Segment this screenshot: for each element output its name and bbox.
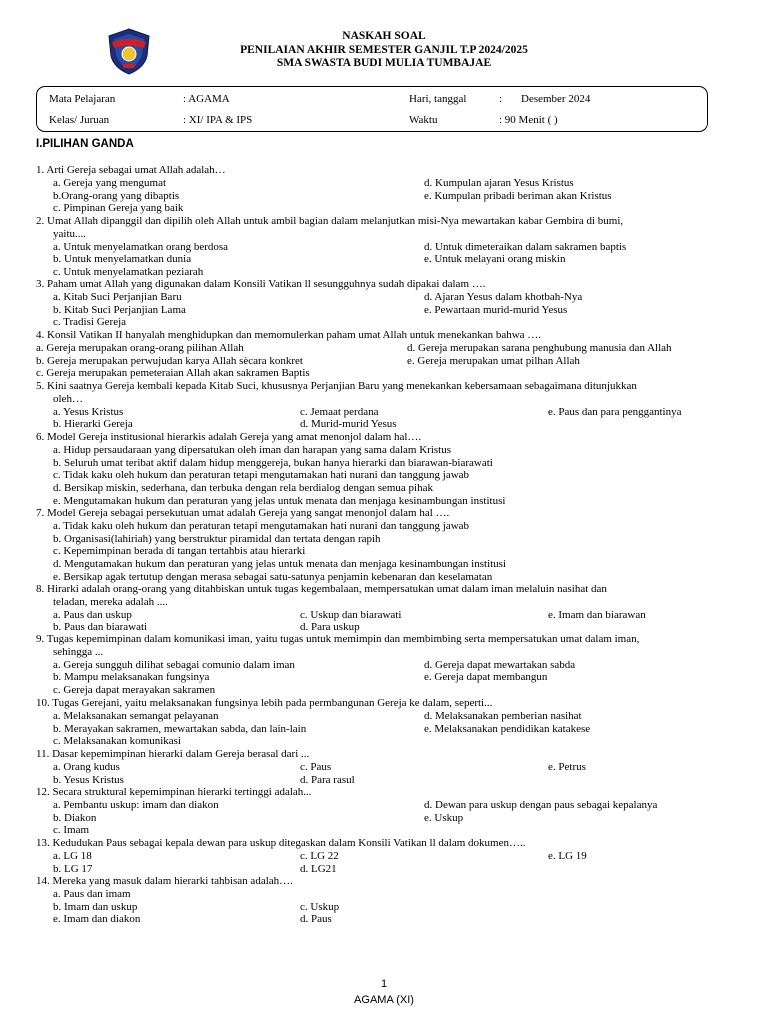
answer-option: e. Mengutamakan hukum dan peraturan yang jelas untuk menata dan menjaga kesinambungan institusi: [53, 494, 506, 507]
option-row: [0, 571, 768, 584]
answer-option: d. Dewan para uskup dengan paus sebagai kepalanya: [424, 798, 658, 811]
answer-option: d. Ajaran Yesus dalam khotbah-Nya: [424, 290, 583, 303]
option-row: [0, 304, 768, 317]
answer-option: a. Melaksanakan semangat pelayanan: [53, 709, 219, 722]
question-8: [0, 583, 768, 634]
question-1: [0, 164, 768, 215]
option-row: [0, 469, 768, 482]
option-row: [0, 190, 768, 203]
answer-option: c. Paus: [300, 760, 332, 773]
option-row: [0, 913, 768, 926]
question-text: [0, 875, 768, 888]
option-row: [0, 888, 768, 901]
answer-option: b. Gereja merupakan perwujudan karya Allah sècara konkret: [36, 354, 303, 367]
question-stem: 4. Konsil Vatikan II hanyalah menghidupkan dan memomulerkan paham umat Allah untuk menekankan bahwa ….: [36, 329, 542, 341]
header-school-name: SMA SWASTA BUDI MULIA TUMBAJAE: [276, 57, 492, 69]
question-12: [0, 786, 768, 837]
answer-option: c. Melaksanakan komunikasi: [53, 735, 181, 748]
question-text: [0, 329, 768, 342]
question-5: [0, 380, 768, 431]
question-3: [0, 278, 768, 329]
answer-option: e. Uskup: [424, 811, 464, 824]
question-text: [0, 507, 768, 520]
question-stem: 11. Dasar kepemimpinan hierarki dalam Gereja berasal dari ...: [36, 748, 310, 760]
class-label: Kelas/ Juruan: [49, 114, 110, 126]
answer-option: d. Gereja merupakan sarana penghubung manusia dan Allah: [407, 341, 672, 354]
answer-option: c. Untuk menyelamatkan peziarah: [53, 266, 204, 279]
question-stem: 7. Model Gereja sebagai persekutuan umat adalah Gereja yang sangat menonjol dalam hal ….: [36, 507, 450, 519]
question-stem: 3. Paham umat Allah yang digunakan dalam Konsili Vatikan ll sesungguhnya sudah dipakai dalam ….: [36, 278, 486, 290]
option-row: [0, 659, 768, 672]
answer-option: d. Gereja dapat mewartakan sabda: [424, 658, 576, 671]
class-value: : XI/ IPA & IPS: [183, 114, 253, 126]
answer-option: a. Tidak kaku oleh hukum dan peraturan tetapi mengutamakan hati nurani dan tanggung jawab: [53, 519, 470, 532]
question-stem: 9. Tugas kepemimpinan dalam komunikasi iman, yaitu tugas untuk memimpin dan membimbing serta mempersatukan umat dalam iman,: [36, 633, 640, 645]
answer-option: b.Orang-orang yang dibaptis: [53, 189, 180, 202]
question-stem: 10. Tugas Gerejani, yaitu melaksanakan fungsinya lebih pada permbangunan Gereja ke dalam, seperti...: [36, 697, 493, 709]
question-stem: 1. Arti Gereja sebagai umat Allah adalah…: [36, 164, 226, 176]
footer-subject: AGAMA (XI): [354, 994, 414, 1006]
answer-option: d. Paus: [300, 913, 332, 926]
option-row: [0, 863, 768, 876]
question-2: [0, 215, 768, 279]
option-row: [0, 774, 768, 787]
option-row: [0, 291, 768, 304]
option-row: [0, 812, 768, 825]
answer-option: a. Kitab Suci Perjanjian Baru: [53, 290, 182, 303]
answer-option: c. Tradisi Gereja: [53, 316, 127, 329]
question-stem: teladan, mereka adalah ....: [53, 595, 168, 608]
question-text: [0, 215, 768, 228]
question-10: [0, 697, 768, 748]
option-row: [0, 545, 768, 558]
answer-option: c. Gereja merupakan pemeteraian Allah akan sakramen Baptis: [36, 367, 310, 380]
question-9: [0, 633, 768, 697]
question-text: [0, 583, 768, 596]
answer-option: b. Paus dan biarawati: [53, 621, 148, 634]
header-title: NASKAH SOAL: [342, 30, 426, 42]
option-row: [0, 457, 768, 470]
question-stem: sehingga ...: [53, 645, 104, 658]
option-row: [0, 710, 768, 723]
question-text: [0, 697, 768, 710]
time-value: : 90 Menit ( ): [499, 114, 558, 126]
answer-option: b. Kitab Suci Perjanjian Lama: [53, 303, 186, 316]
option-row: [0, 735, 768, 748]
question-stem: 14. Mereka yang masuk dalam hierarki tahbisan adalah….: [36, 875, 293, 887]
question-text: [0, 164, 768, 177]
option-row: [0, 228, 768, 241]
date-colon: :: [499, 93, 503, 105]
option-row: [0, 609, 768, 622]
question-text: [0, 431, 768, 444]
option-row: [0, 799, 768, 812]
answer-option: b. Mampu melaksanakan fungsinya: [53, 671, 210, 684]
question-7: [0, 507, 768, 584]
answer-option: d. Mengutamakan hukum dan peraturan yang jelas untuk menata dan menjaga kesinambungan institusi: [53, 558, 507, 571]
question-stem: yaitu....: [53, 227, 86, 240]
question-stem: 6. Model Gereja institusional hierarkis adalah Gereja yang amat menonjol dalam hal….: [36, 431, 422, 443]
answer-option: c. Imam: [53, 824, 90, 837]
answer-option: c. Tidak kaku oleh hukum dan peraturan tetapi mengutamakan hati nurani dan tanggung jawab: [53, 469, 470, 482]
option-row: [0, 367, 768, 380]
option-row: [0, 646, 768, 659]
question-stem: 13. Kedudukan Paus sebagai kepala dewan para uskup ditegaskan dalam Konsili Vatikan ll dalam dokumen…..: [36, 837, 526, 849]
exam-info-box: [36, 86, 708, 132]
answer-option: a. Paus dan imam: [53, 887, 131, 900]
answer-option: b. Yesus Kristus: [53, 773, 124, 786]
question-stem: 2. Umat Allah dipanggil dan dipilih oleh Allah untuk ambil bagian dalam melanjutkan misi-Nya mewartakan kabar Gembira di bumi,: [36, 215, 624, 227]
answer-option: d. LG21: [300, 862, 337, 875]
option-row: [0, 444, 768, 457]
answer-option: e. Imam dan biarawan: [548, 608, 646, 621]
question-4: [0, 329, 768, 380]
section-title: I.PILIHAN GANDA: [36, 138, 134, 150]
option-row: [0, 342, 768, 355]
question-14: [0, 875, 768, 926]
answer-option: e. Imam dan diakon: [53, 913, 141, 926]
answer-option: e. Petrus: [548, 760, 586, 773]
answer-option: b. Untuk menyelamatkan dunia: [53, 253, 192, 266]
option-row: [0, 671, 768, 684]
page-number: 1: [380, 978, 388, 990]
answer-option: b. LG 17: [53, 862, 93, 875]
answer-option: a. Orang kudus: [53, 760, 120, 773]
date-value: Desember 2024: [521, 93, 591, 105]
answer-option: c. Uskup dan biarawati: [300, 608, 402, 621]
option-row: [0, 761, 768, 774]
option-row: [0, 316, 768, 329]
option-row: [0, 558, 768, 571]
option-row: [0, 684, 768, 697]
answer-option: d. Kumpulan ajaran Yesus Kristus: [424, 176, 574, 189]
answer-option: e. Paus dan para penggantinya: [548, 405, 682, 418]
answer-option: b. Organisasi(lahiriah) yang berstruktur piramidal dan tertata dengan rapih: [53, 532, 381, 545]
answer-option: d. Murid-murid Yesus: [300, 418, 397, 431]
answer-option: b. Diakon: [53, 811, 97, 824]
question-text: [0, 748, 768, 761]
answer-option: c. LG 22: [300, 849, 339, 862]
option-row: [0, 520, 768, 533]
option-row: [0, 393, 768, 406]
option-row: [0, 482, 768, 495]
answer-option: e. Pewartaan murid-murid Yesus: [424, 303, 568, 316]
question-text: [0, 837, 768, 850]
time-label: Waktu: [409, 114, 438, 126]
option-row: [0, 850, 768, 863]
question-13: [0, 837, 768, 875]
header-exam-name: PENILAIAN AKHIR SEMESTER GANJIL T.P 2024/2025: [240, 43, 528, 56]
question-stem: 8. Hirarki adalah orang-orang yang ditahbiskan untuk tugas kegembalaan, mempersatukan umat dalam iman melaluin nasihat dan: [36, 583, 607, 595]
answer-option: c. Pimpinan Gereja yang baik: [53, 202, 184, 215]
question-text: [0, 278, 768, 291]
document-header: [0, 30, 768, 71]
subject-value: : AGAMA: [183, 93, 230, 105]
question-text: [0, 786, 768, 799]
answer-option: c. Uskup: [300, 900, 340, 913]
option-row: [0, 824, 768, 837]
answer-option: d. Untuk dimeteraikan dalam sakramen baptis: [424, 240, 627, 253]
answer-option: a. Hidup persaudaraan yang dipersatukan oleh iman dan harapan yang sama dalam Kristus: [53, 443, 452, 456]
option-row: [0, 355, 768, 368]
answer-option: e. Gereja dapat membangun: [424, 671, 548, 684]
answer-option: b. Seluruh umat teribat aktif dalam hidup menggereja, bukan hanya hierarki dan biarawan-biarawati: [53, 456, 493, 469]
answer-option: a. Gereja sungguh dilihat sebagai comunio dalam iman: [53, 658, 295, 671]
answer-option: c. Jemaat perdana: [300, 405, 379, 418]
answer-option: b. Imam dan uskup: [53, 900, 138, 913]
question-stem: 5. Kini saatnya Gereja kembali kepada Kitab Suci, khususnya Perjanjian Baru yang menekankan kebersamaan sebagaimana ditunjukkan: [36, 380, 637, 392]
answer-option: a. LG 18: [53, 849, 92, 862]
answer-option: d. Bersikap miskin, sederhana, dan terbuka dengan rela berdialog dengan semua pihak: [53, 482, 433, 495]
option-row: [0, 901, 768, 914]
answer-option: e. LG 19: [548, 849, 587, 862]
answer-option: d. Para rasul: [300, 773, 355, 786]
date-label: Hari, tanggal: [409, 93, 467, 105]
answer-option: b. Merayakan sakramen, mewartakan sabda, dan lain-lain: [53, 722, 307, 735]
answer-option: a. Yesus Kristus: [53, 405, 124, 418]
answer-option: e. Bersikap agak tertutup dengan merasa sebagai satu-satunya penjamin kebenaran dan keselamatan: [53, 570, 493, 583]
option-row: [0, 723, 768, 736]
question-stem: oleh…: [53, 392, 83, 405]
answer-option: a. Gereja yang mengumat: [53, 176, 167, 189]
option-row: [0, 202, 768, 215]
answer-option: a. Gereja merupakan orang-orang pilihan Allah: [36, 341, 244, 354]
subject-label: Mata Pelajaran: [49, 93, 116, 105]
question-6: [0, 431, 768, 508]
answer-option: a. Untuk menyelamatkan orang berdosa: [53, 240, 229, 253]
option-row: [0, 241, 768, 254]
answer-option: e. Untuk melayani orang miskin: [424, 253, 566, 266]
option-row: [0, 177, 768, 190]
option-row: [0, 418, 768, 431]
answer-option: c. Kepemimpinan berada di tangan tertahbis atau hierarki: [53, 545, 306, 558]
option-row: [0, 495, 768, 508]
answer-option: e. Gereja merupakan umat pilhan Allah: [407, 354, 580, 367]
question-text: [0, 380, 768, 393]
question-11: [0, 748, 768, 786]
option-row: [0, 253, 768, 266]
answer-option: e. Kumpulan pribadi beriman akan Kristus: [424, 189, 612, 202]
question-text: [0, 633, 768, 646]
option-row: [0, 533, 768, 546]
answer-option: a. Paus dan uskup: [53, 608, 132, 621]
option-row: [0, 406, 768, 419]
answer-option: e. Melaksanakan pendidikan katakese: [424, 722, 591, 735]
answer-option: b. Hierarki Gereja: [53, 418, 133, 431]
option-row: [0, 596, 768, 609]
answer-option: d. Para uskup: [300, 621, 360, 634]
answer-option: a. Pembantu uskup: imam dan diakon: [53, 798, 219, 811]
question-stem: 12. Secara struktural kepemimpinan hierarki tertinggi adalah...: [36, 786, 312, 798]
answer-option: d. Melaksanakan pemberian nasihat: [424, 709, 582, 722]
answer-option: c. Gereja dapat merayakan sakramen: [53, 684, 216, 697]
